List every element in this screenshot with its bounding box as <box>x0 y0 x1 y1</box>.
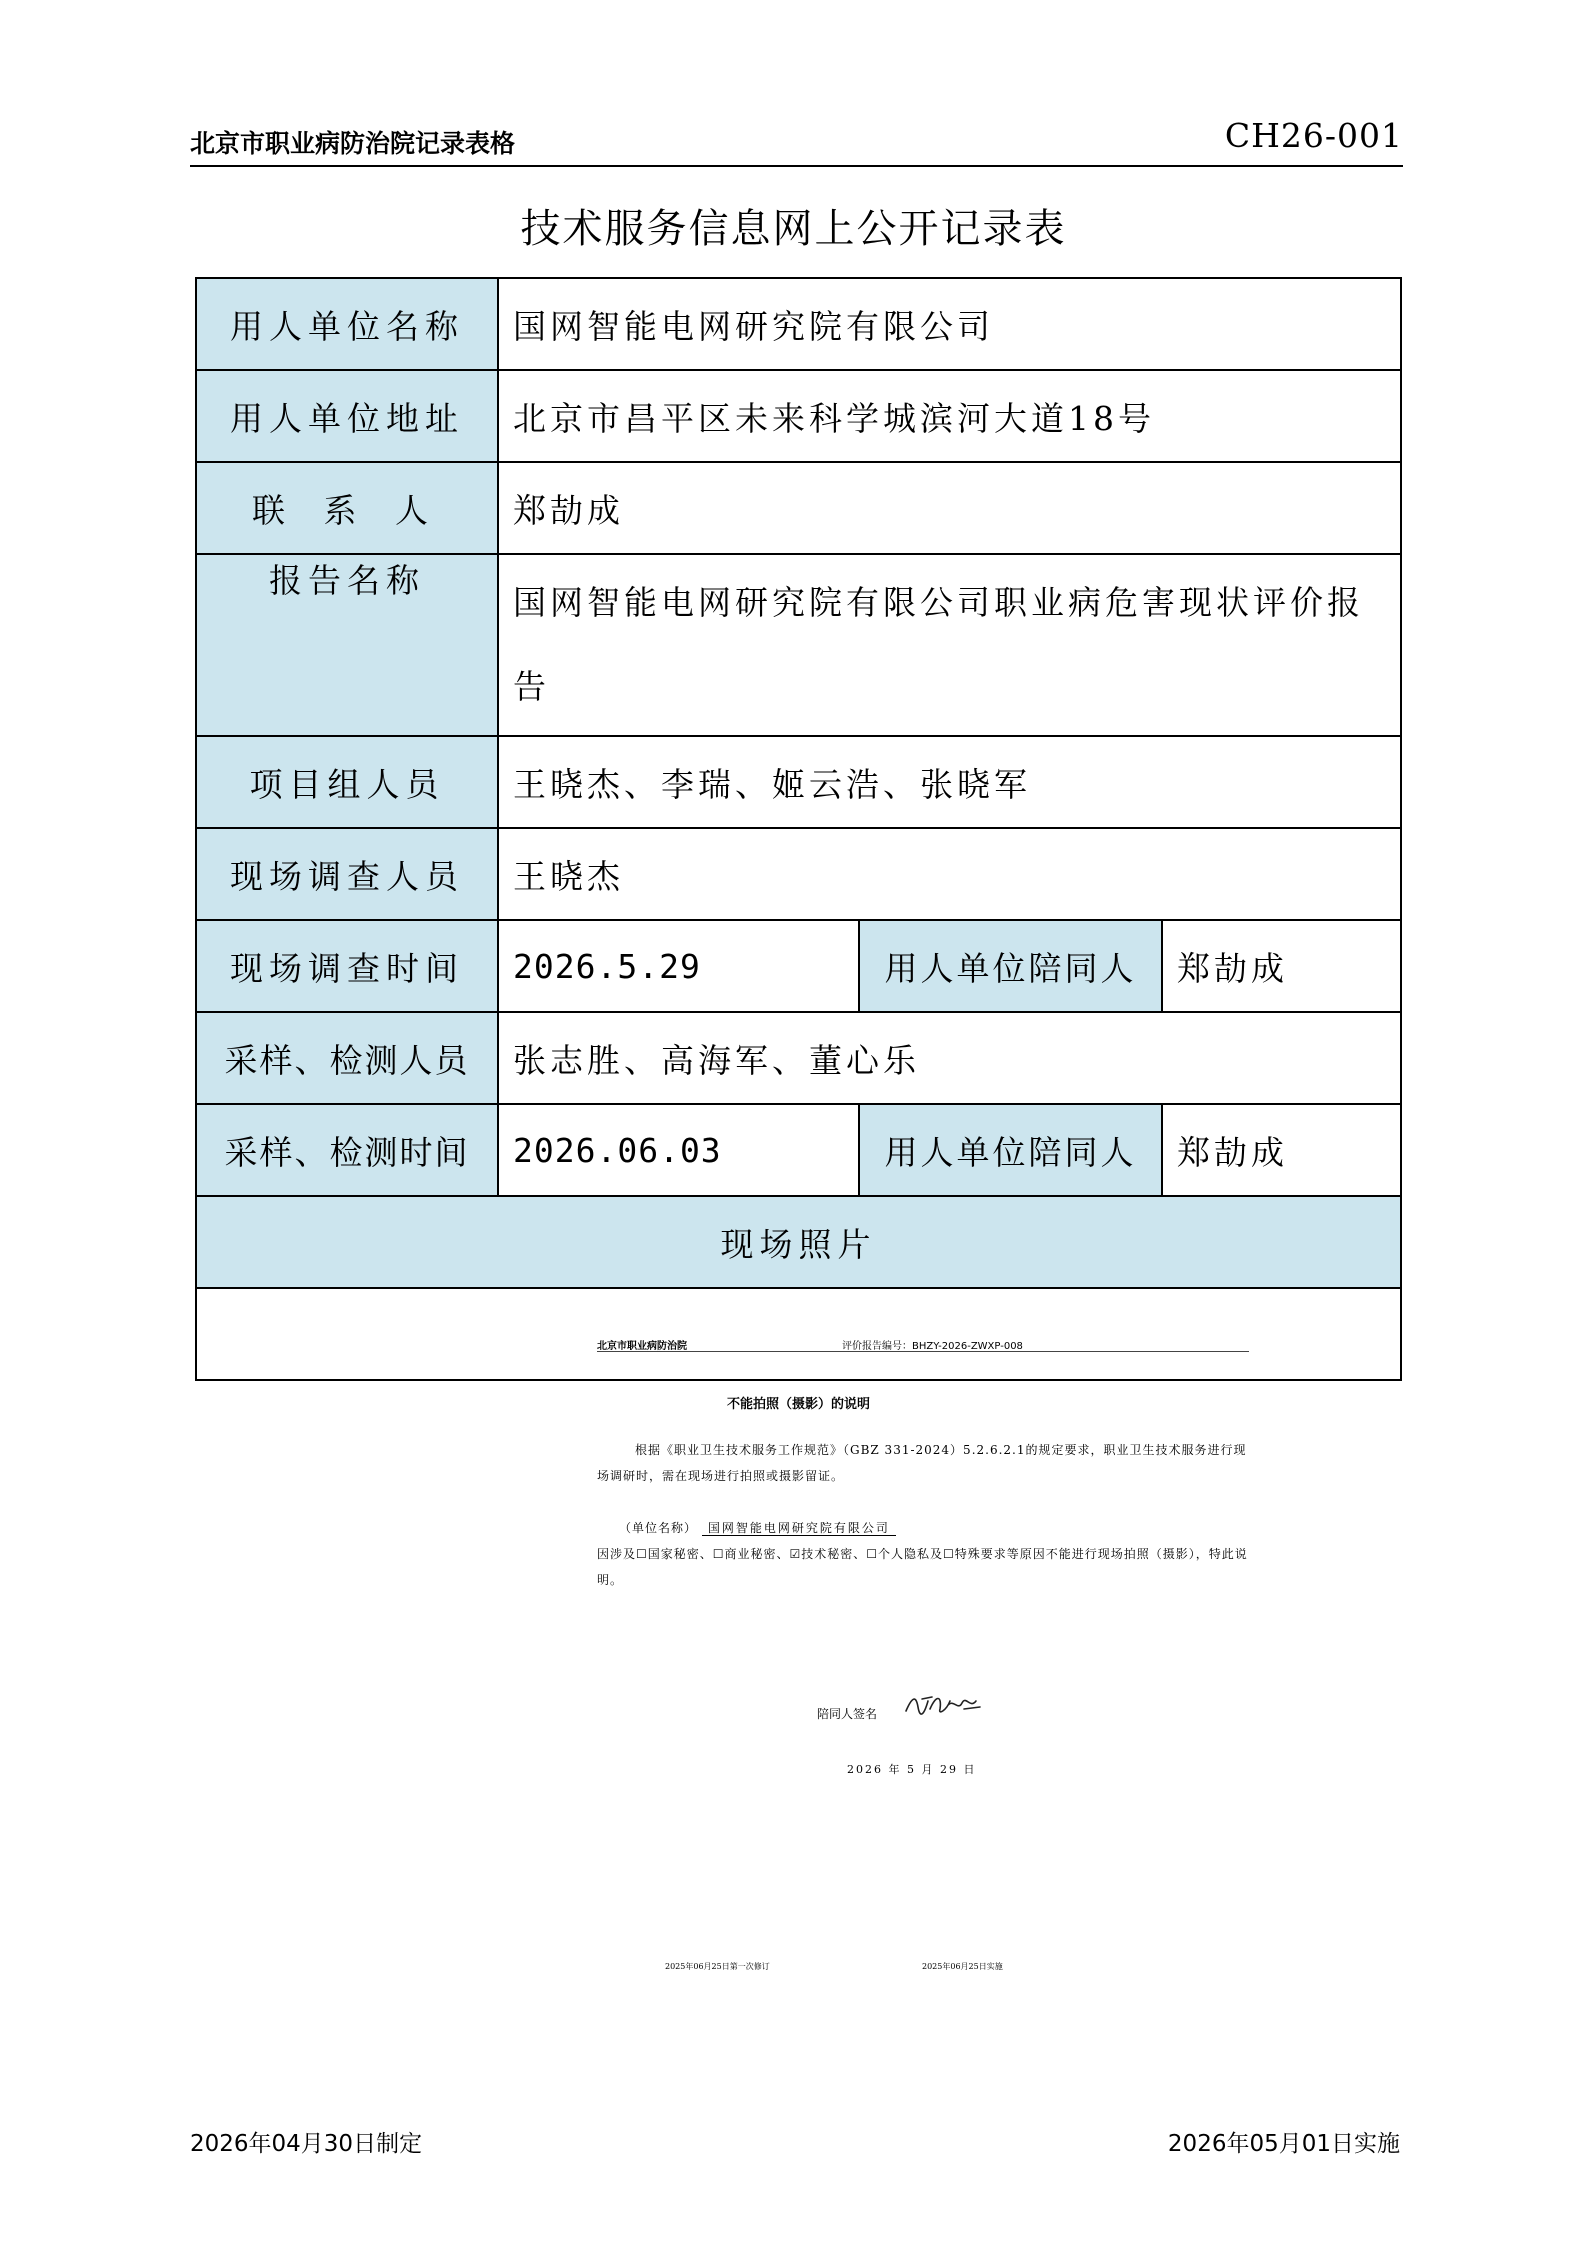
value-survey-time: 2026.5.29 <box>498 920 859 1012</box>
photo-section-header: 现场照片 <box>196 1196 1401 1288</box>
record-table <box>195 277 1402 1971</box>
row-photo <box>196 1288 1401 1380</box>
value-investigator: 王晓杰 <box>498 828 1401 920</box>
label-sampling-time: 采样、检测时间 <box>196 1104 498 1196</box>
form-code: CH26-001 <box>1224 116 1403 155</box>
value-sampling-staff: 张志胜、高海军、董心乐 <box>498 1012 1401 1104</box>
footer-made-date: 2026年04月30日制定 <box>190 2131 423 2157</box>
label-sampling-staff: 采样、检测人员 <box>196 1012 498 1104</box>
label-contact: 联 系 人 <box>196 462 498 554</box>
row-unit-address <box>196 370 1401 462</box>
doc-report-number: 评价报告编号：BHZY-2026-ZWXP-008 <box>842 1341 1023 1352</box>
photo-cell <box>196 1288 1401 1971</box>
row-investigator <box>196 828 1401 920</box>
handwritten-signature <box>902 1689 984 1719</box>
label-unit-address: 用人单位地址 <box>196 370 498 462</box>
doc-paragraph-1: 根据《职业卫生技术服务工作规范》（GBZ 331-2024）5.2.6.2.1的规定要求，职业卫生技术服务进行现场调研时，需在现场进行拍照或摄影留证。 <box>597 1443 1247 1483</box>
label-sampling-companion: 用人单位陪同人 <box>859 1104 1162 1196</box>
label-survey-time: 现场调查时间 <box>196 920 498 1012</box>
doc-footer-effective: 2025年06月25日实施 <box>922 1962 1003 1971</box>
value-sampling-time: 2026.06.03 <box>498 1104 859 1196</box>
header-divider <box>190 165 1403 167</box>
row-photo-section <box>196 1196 1401 1288</box>
row-report-name <box>196 554 1401 736</box>
label-unit-name: 用人单位名称 <box>196 278 498 370</box>
form-header-org: 北京市职业病防治院记录表格 <box>190 129 516 158</box>
doc-unit-value: 国网智能电网研究院有限公司 <box>702 1521 896 1536</box>
label-team: 项目组人员 <box>196 736 498 828</box>
doc-header-divider <box>597 1351 1249 1352</box>
row-unit-name <box>196 278 1401 370</box>
photo-document <box>197 1289 1400 1971</box>
doc-unit-label: （单位名称） <box>619 1521 698 1535</box>
doc-signer-label: 陪同人签名 <box>817 1707 878 1721</box>
value-report-name: 国网智能电网研究院有限公司职业病危害现状评价报告 <box>498 554 1401 736</box>
doc-footer-revision: 2025年06月25日第一次修订 <box>665 1962 770 1971</box>
doc-header-org: 北京市职业病防治院 <box>597 1341 687 1352</box>
label-survey-companion: 用人单位陪同人 <box>859 920 1162 1012</box>
label-report-name: 报告名称 <box>196 554 498 736</box>
value-team: 王晓杰、李瑞、姬云浩、张晓军 <box>498 736 1401 828</box>
value-contact: 郑劼成 <box>498 462 1401 554</box>
row-sampling-time <box>196 1104 1401 1196</box>
footer-effective-date: 2026年05月01日实施 <box>1167 2131 1400 2157</box>
value-survey-companion: 郑劼成 <box>1162 920 1401 1012</box>
label-investigator: 现场调查人员 <box>196 828 498 920</box>
value-unit-name: 国网智能电网研究院有限公司 <box>498 278 1401 370</box>
value-sampling-companion: 郑劼成 <box>1162 1104 1401 1196</box>
page-title: 技术服务信息网上公开记录表 <box>520 206 1067 252</box>
doc-title: 不能拍照（摄影）的说明 <box>727 1397 871 1412</box>
doc-date: 2026 年 5 月 29 日 <box>847 1763 977 1776</box>
doc-reason-text: 因涉及☐国家秘密、☐商业秘密、☑技术秘密、☐个人隐私及☐特殊要求等原因不能进行现场拍照（摄影），特此说明。 <box>597 1547 1248 1587</box>
row-survey-time <box>196 920 1401 1012</box>
doc-unit-line <box>597 1515 1257 1541</box>
value-unit-address: 北京市昌平区未来科学城滨河大道18号 <box>498 370 1401 462</box>
doc-paragraph-2 <box>597 1515 1257 1593</box>
row-sampling-staff <box>196 1012 1401 1104</box>
row-team <box>196 736 1401 828</box>
row-contact <box>196 462 1401 554</box>
